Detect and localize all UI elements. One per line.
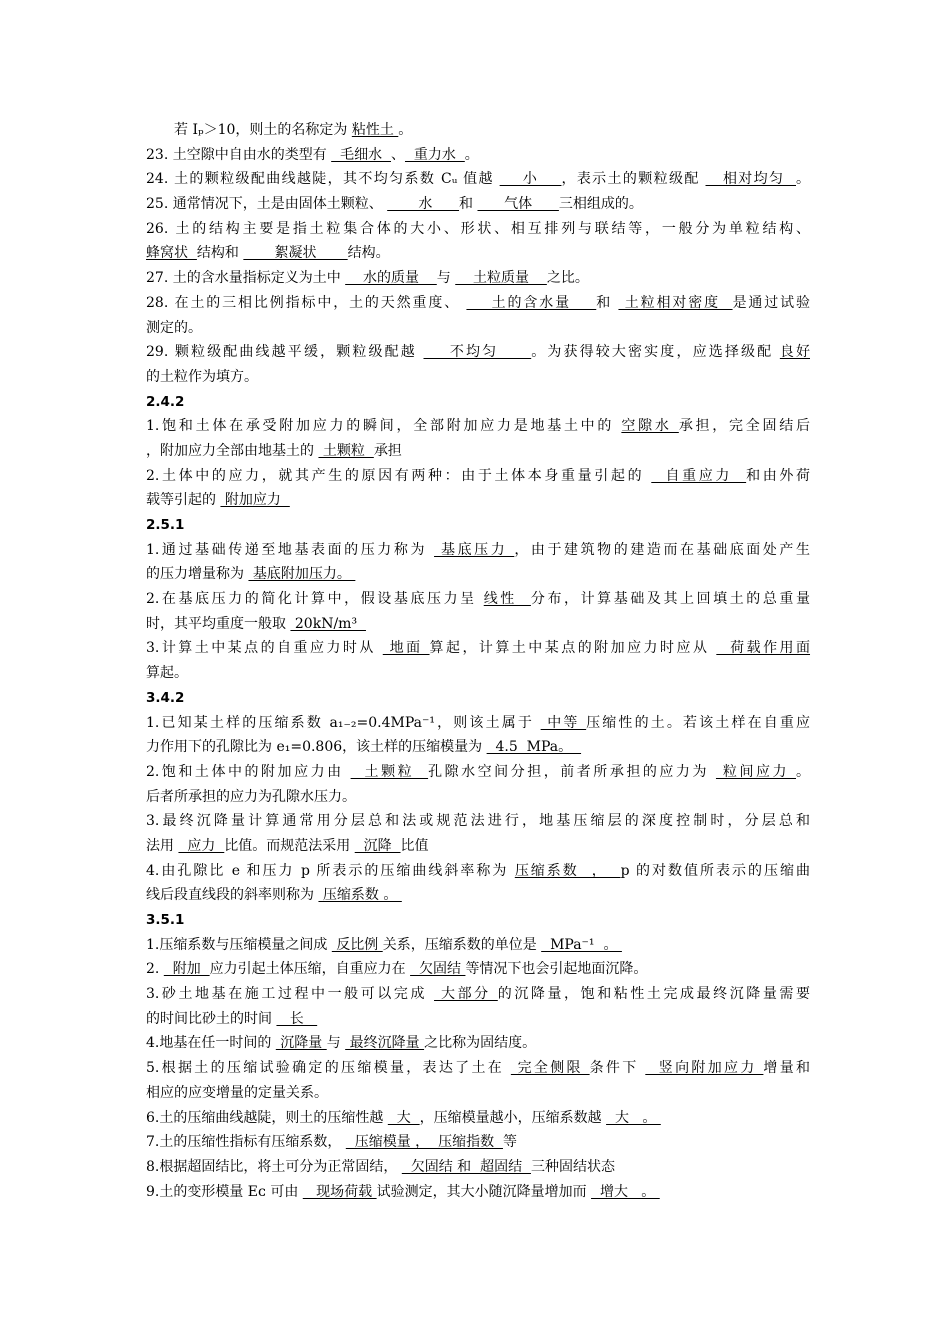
text-line: 2.饱和土体中的附加应力由 土颗粒 孔隙水空间分担，前者所承担的应力为 粒间应力 。 [146, 763, 810, 780]
text-line: 6.土的压缩曲线越陡，则土的压缩性越 大 ，压缩模量越小，压缩系数越 大 。 [146, 1109, 661, 1126]
text-line: 3.砂土地基在施工过程中一般可以完成 大部分 的沉降量，饱和粘性土完成最终沉降量需要 [146, 986, 811, 1003]
text-line: 2. 附加 应力引起土体压缩，自重应力在 欠固结 等情况下也会引起地面沉降。 [146, 961, 648, 978]
section-heading: 3.5.1 [146, 912, 185, 928]
text-line: 26. 土的结构主要是指土粒集合体的大小、形状、相互排列与联结等，一般分为单粒结构、 [146, 220, 810, 237]
text-line: 2.在基底压力的简化计算中，假设基底压力呈 线性 分布，计算基础及其上回填土的总重量 [146, 591, 810, 608]
text-line: 4.由孔隙比 e 和压力 p 所表示的压缩曲线斜率称为 压缩系数 ， p 的对数值所表示的压缩曲 [146, 862, 810, 879]
text-line: 9.土的变形模量 Eᴄ 可由 现场荷载 试验测定，其大小随沉降量增加而 增大 。 [146, 1183, 660, 1200]
text-line: 时，其平均重度一般取 20kN/m³ [146, 615, 366, 632]
text-line: 3.最终沉降量计算通常用分层总和法或规范法进行，地基压缩层的深度控制时，分层总和 [146, 813, 810, 830]
text-line: 后者所承担的应力为孔隙水压力。 [146, 788, 356, 805]
section-heading: 3.4.2 [146, 689, 185, 706]
document-page [146, 118, 810, 1204]
text-line: 7.土的压缩性指标有压缩系数， 压缩模量 ， 压缩指数 等 [146, 1134, 517, 1151]
text-line: 8.根据超固结比，将土可分为正常固结， 欠固结 和 超固结 三种固结状态 [146, 1158, 615, 1175]
text-line: 27. 土的含水量指标定义为土中 水的质量 与 土粒质量 之比。 [146, 270, 589, 287]
text-line: 若 Iₚ＞10，则土的名称定为 粘性土 。 [174, 122, 413, 138]
text-line: 5.根据土的压缩试验确定的压缩模量，表达了土在 完全侧限 条件下 竖向附加应力 增量和 [146, 1060, 811, 1077]
text-line: 相应的应变增量的定量关系。 [146, 1084, 328, 1101]
text-line: 算起。 [146, 665, 188, 682]
text-line: 4.地基在任一时间的 沉降量 与 最终沉降量 之比称为固结度。 [146, 1035, 537, 1052]
text-line: 载等引起的 附加应力 [146, 492, 290, 509]
text-line: 25. 通常情况下，土是由固体土颗粒、 水 和 气体 三相组成的。 [146, 196, 643, 213]
text-line: 2.土体中的应力，就其产生的原因有两种：由于土体本身重量引起的 自重应力 和由外荷 [146, 467, 810, 484]
text-line: 1.已知某土样的压缩系数 a₁₋₂=0.4MPa⁻¹，则该土属于 中等 压缩性的土。若该土样在自重应 [146, 714, 811, 731]
section-heading: 2.5.1 [146, 517, 185, 533]
text-line: 24. 土的颗粒级配曲线越陡，其不均匀系数 Cᵤ 值越 小 ，表示土的颗粒级配 相对均匀 。 [146, 171, 810, 188]
text-line: 测定的。 [146, 319, 202, 336]
text-line: 的土粒作为填方。 [146, 368, 258, 385]
text-line: 23. 土空隙中自由水的类型有 毛细水 、 重力水 。 [146, 146, 479, 163]
text-line: 1.通过基础传递至地基表面的压力称为 基底压力 ，由于建筑物的建造而在基础底面处产生 [146, 541, 810, 558]
section-heading: 2.4.2 [146, 393, 185, 410]
text-line: 的时间比砂土的时间 长 [146, 1010, 318, 1027]
text-line: 29. 颗粒级配曲线越平缓，颗粒级配越 不均匀 。为获得较大密实度，应选择级配 良好 [146, 344, 810, 361]
text-line: 蜂窝状 结构和 絮凝状 结构。 [146, 245, 390, 262]
text-line: 线后段直线段的斜率则称为 压缩系数 。 [146, 887, 402, 904]
text-line: 28. 在土的三相比例指标中，土的天然重度、 土的含水量 和 土粒相对密度 是通过试验 [146, 294, 811, 311]
text-line: 1.饱和土体在承受附加应力的瞬间，全部附加应力是地基土中的 空隙水 承担，完全固结后 [146, 418, 811, 435]
text-line: ，附加应力全部由地基土的 土颗粒 承担 [146, 442, 402, 459]
text-line: 3.计算土中某点的自重应力时从 地面 算起，计算土中某点的附加应力时应从 荷载作用面 [146, 640, 811, 657]
text-line: 法用 应力 比值。而规范法采用 沉降 比值 [146, 837, 429, 854]
text-line: 1.压缩系数与压缩模量之间成 反比例 关系，压缩系数的单位是 MPa⁻¹ 。 [146, 936, 622, 953]
text-line: 力作用下的孔隙比为 e₁=0.806，该土样的压缩模量为 4.5 MPa。 [146, 739, 582, 756]
text-line: 的压力增量称为 基底附加压力。 [146, 566, 356, 583]
